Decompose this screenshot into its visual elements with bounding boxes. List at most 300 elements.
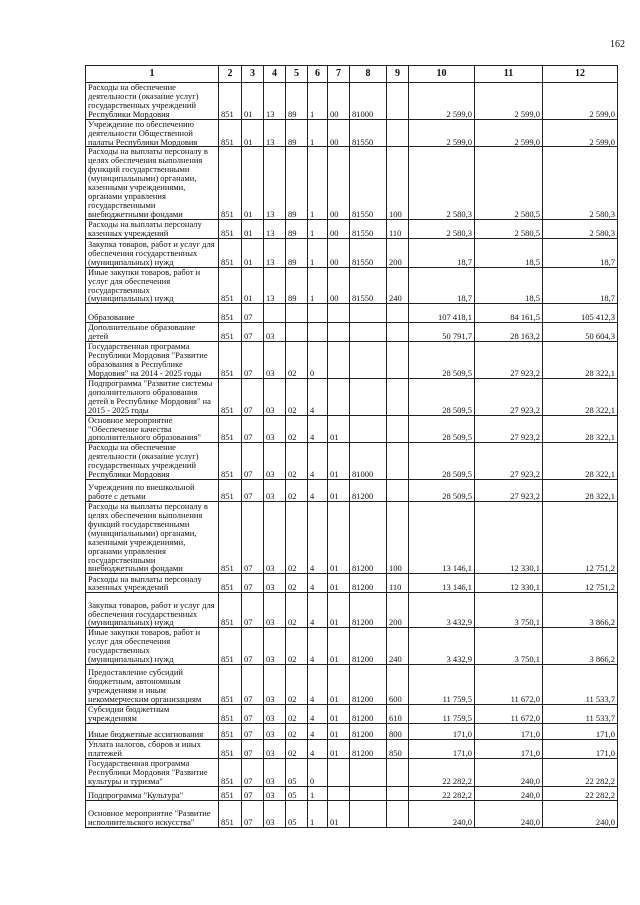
code-activity: 00: [328, 119, 350, 147]
amount-col-11: 18,5: [475, 238, 543, 267]
code-direction: 81000: [350, 443, 387, 480]
amount-col-12: 171,0: [543, 739, 618, 758]
code-admin: 851: [219, 739, 242, 758]
code-direction: [350, 758, 387, 786]
amount-col-10: 2 580,3: [409, 147, 475, 219]
amount-col-11: 27 923,2: [475, 415, 543, 443]
code-expense-type: [387, 786, 409, 800]
row-name: Основное мероприятие "Обеспечение качества дополнительного образования": [86, 415, 219, 443]
header-cell: 8: [350, 66, 387, 83]
row-name: Предоставление субсидий бюджетным, автономным учреждениям и иным некоммерческим организациям: [86, 665, 219, 705]
code-expense-type: [387, 800, 409, 827]
amount-col-12: 18,7: [543, 267, 618, 304]
code-program: 02: [286, 723, 308, 739]
code-subprogram: 4: [308, 415, 328, 443]
amount-col-12: 12 751,2: [543, 502, 618, 574]
code-program: 02: [286, 739, 308, 758]
code-subsection: 03: [264, 723, 286, 739]
amount-col-12: 50 604,3: [543, 323, 618, 342]
table-row: [86, 267, 618, 304]
code-activity: 01: [328, 628, 350, 665]
code-section: 07: [242, 800, 264, 827]
code-section: 07: [242, 502, 264, 574]
table-row: [86, 342, 618, 379]
amount-col-11: 2 599,0: [475, 119, 543, 147]
code-subsection: 03: [264, 705, 286, 724]
code-subprogram: 0: [308, 342, 328, 379]
code-activity: 01: [328, 800, 350, 827]
code-expense-type: [387, 304, 409, 323]
code-subprogram: 4: [308, 628, 328, 665]
amount-col-11: 2 580,5: [475, 219, 543, 238]
header-cell: 2: [219, 66, 242, 83]
amount-col-11: 27 923,2: [475, 480, 543, 502]
code-direction: 81550: [350, 238, 387, 267]
code-section: 07: [242, 323, 264, 342]
amount-col-10: 13 146,1: [409, 502, 475, 574]
row-name: Учреждение по обеспечению деятельности Общественной палаты Республики Мордовия: [86, 119, 219, 147]
row-name: Расходы на выплаты персоналу в целях обеспечения выполнения функций государственными (муниципальными) органами, казенными учреждениями, органами управления государственными внебюджетными фондами: [86, 502, 219, 574]
amount-col-10: 240,0: [409, 800, 475, 827]
header-cell: 1: [86, 66, 219, 83]
row-name: Закупка товаров, работ и услуг для обеспечения государственных (муниципальных) нужд: [86, 238, 219, 267]
code-expense-type: [387, 323, 409, 342]
code-program: 02: [286, 502, 308, 574]
amount-col-12: 11 533,7: [543, 665, 618, 705]
code-activity: 01: [328, 443, 350, 480]
code-program: 05: [286, 786, 308, 800]
code-subsection: 03: [264, 443, 286, 480]
row-name: Субсидии бюджетным учреждениям: [86, 705, 219, 724]
code-subprogram: 1: [308, 83, 328, 120]
code-direction: [350, 786, 387, 800]
amount-col-12: 3 866,2: [543, 593, 618, 628]
amount-col-10: 3 432,9: [409, 593, 475, 628]
code-subprogram: [308, 304, 328, 323]
code-subprogram: 4: [308, 739, 328, 758]
code-expense-type: 200: [387, 238, 409, 267]
code-admin: 851: [219, 786, 242, 800]
header-cell: 12: [543, 66, 618, 83]
amount-col-10: 11 759,5: [409, 705, 475, 724]
amount-col-11: 240,0: [475, 800, 543, 827]
amount-col-12: 2 580,3: [543, 219, 618, 238]
code-expense-type: 800: [387, 723, 409, 739]
amount-col-12: 240,0: [543, 800, 618, 827]
code-admin: 851: [219, 628, 242, 665]
amount-col-11: 28 163,2: [475, 323, 543, 342]
code-section: 01: [242, 267, 264, 304]
code-admin: 851: [219, 665, 242, 705]
code-expense-type: 110: [387, 219, 409, 238]
code-subsection: 03: [264, 574, 286, 593]
row-name: Иные закупки товаров, работ и услуг для обеспечения государственных (муниципальных) нужд: [86, 267, 219, 304]
code-subsection: 03: [264, 628, 286, 665]
code-subsection: 03: [264, 665, 286, 705]
row-name: Расходы на выплаты персоналу казенных учреждений: [86, 219, 219, 238]
code-subsection: 03: [264, 502, 286, 574]
header-cell: 9: [387, 66, 409, 83]
code-subprogram: 4: [308, 574, 328, 593]
code-program: 89: [286, 83, 308, 120]
code-subprogram: 1: [308, 219, 328, 238]
code-activity: 00: [328, 267, 350, 304]
code-direction: 81200: [350, 574, 387, 593]
amount-col-12: 2 599,0: [543, 83, 618, 120]
code-program: 05: [286, 800, 308, 827]
code-admin: 851: [219, 415, 242, 443]
code-program: 89: [286, 267, 308, 304]
code-admin: 851: [219, 238, 242, 267]
amount-col-11: 240,0: [475, 786, 543, 800]
code-program: 02: [286, 665, 308, 705]
code-activity: 00: [328, 83, 350, 120]
code-expense-type: [387, 480, 409, 502]
code-expense-type: 850: [387, 739, 409, 758]
code-subsection: [264, 304, 286, 323]
code-activity: [328, 786, 350, 800]
code-section: 07: [242, 723, 264, 739]
code-section: 01: [242, 147, 264, 219]
amount-col-11: 3 750,1: [475, 628, 543, 665]
code-direction: 81200: [350, 502, 387, 574]
code-subprogram: 4: [308, 502, 328, 574]
amount-col-10: 50 791,7: [409, 323, 475, 342]
code-section: 07: [242, 378, 264, 415]
row-name: Иные бюджетные ассигнования: [86, 723, 219, 739]
amount-col-12: 28 322,1: [543, 415, 618, 443]
budget-table: [85, 65, 618, 828]
amount-col-12: 3 866,2: [543, 628, 618, 665]
row-name: Образование: [86, 304, 219, 323]
code-expense-type: 100: [387, 502, 409, 574]
code-admin: 851: [219, 502, 242, 574]
code-program: 02: [286, 443, 308, 480]
code-activity: 01: [328, 739, 350, 758]
code-admin: 851: [219, 705, 242, 724]
amount-col-11: 18,5: [475, 267, 543, 304]
code-direction: 81550: [350, 267, 387, 304]
code-direction: 81200: [350, 665, 387, 705]
code-subprogram: 4: [308, 443, 328, 480]
code-subprogram: 4: [308, 378, 328, 415]
code-subsection: 03: [264, 739, 286, 758]
amount-col-12: 22 282,2: [543, 786, 618, 800]
code-expense-type: 240: [387, 267, 409, 304]
code-expense-type: [387, 415, 409, 443]
code-admin: 851: [219, 304, 242, 323]
code-direction: 81550: [350, 219, 387, 238]
code-direction: 81550: [350, 147, 387, 219]
table-row: [86, 304, 618, 323]
header-cell: 5: [286, 66, 308, 83]
amount-col-10: 18,7: [409, 238, 475, 267]
amount-col-10: 2 599,0: [409, 119, 475, 147]
amount-col-11: 12 330,1: [475, 574, 543, 593]
code-direction: [350, 415, 387, 443]
code-subsection: 03: [264, 480, 286, 502]
amount-col-11: 3 750,1: [475, 593, 543, 628]
amount-col-10: 28 509,5: [409, 342, 475, 379]
code-program: 02: [286, 628, 308, 665]
amount-col-12: 2 599,0: [543, 119, 618, 147]
table-row: [86, 502, 618, 574]
code-program: 05: [286, 758, 308, 786]
row-name: Учреждения по внешкольной работе с детьми: [86, 480, 219, 502]
code-admin: 851: [219, 574, 242, 593]
amount-col-10: 28 509,5: [409, 443, 475, 480]
header-cell: 4: [264, 66, 286, 83]
code-expense-type: 600: [387, 665, 409, 705]
amount-col-10: 28 509,5: [409, 415, 475, 443]
code-section: 07: [242, 665, 264, 705]
amount-col-10: 28 509,5: [409, 480, 475, 502]
amount-col-12: 2 580,3: [543, 147, 618, 219]
code-section: 01: [242, 219, 264, 238]
code-section: 01: [242, 83, 264, 120]
code-subsection: 03: [264, 593, 286, 628]
code-section: 07: [242, 443, 264, 480]
row-name: Основное мероприятие "Развитие исполнительского искусства": [86, 800, 219, 827]
code-section: 07: [242, 574, 264, 593]
code-subsection: 03: [264, 342, 286, 379]
code-admin: 851: [219, 800, 242, 827]
amount-col-12: 105 412,3: [543, 304, 618, 323]
row-name: Расходы на выплаты персоналу казенных учреждений: [86, 574, 219, 593]
amount-col-10: 22 282,2: [409, 786, 475, 800]
row-name: Закупка товаров, работ и услуг для обеспечения государственных (муниципальных) нужд: [86, 593, 219, 628]
header-cell: 11: [475, 66, 543, 83]
amount-col-11: 27 923,2: [475, 342, 543, 379]
code-activity: 01: [328, 502, 350, 574]
code-subprogram: 1: [308, 119, 328, 147]
amount-col-12: 28 322,1: [543, 480, 618, 502]
code-activity: [328, 342, 350, 379]
code-direction: 81550: [350, 119, 387, 147]
code-program: 02: [286, 415, 308, 443]
code-subprogram: 1: [308, 238, 328, 267]
page-number: 162: [610, 39, 625, 50]
code-program: 02: [286, 480, 308, 502]
code-activity: 01: [328, 705, 350, 724]
table-row: [86, 219, 618, 238]
code-direction: 81200: [350, 593, 387, 628]
code-activity: 00: [328, 147, 350, 219]
table-row: [86, 705, 618, 724]
code-expense-type: [387, 758, 409, 786]
amount-col-10: 171,0: [409, 739, 475, 758]
row-name: Расходы на обеспечение деятельности (оказание услуг) государственных учреждений Республики Мордовия: [86, 83, 219, 120]
code-activity: [328, 758, 350, 786]
table-row: [86, 83, 618, 120]
header-cell: 7: [328, 66, 350, 83]
code-admin: 851: [219, 480, 242, 502]
row-name: Уплата налогов, сборов и иных платежей: [86, 739, 219, 758]
amount-col-10: 2 599,0: [409, 83, 475, 120]
code-admin: 851: [219, 119, 242, 147]
code-subprogram: 4: [308, 665, 328, 705]
code-admin: 851: [219, 267, 242, 304]
code-program: [286, 304, 308, 323]
table-row: [86, 593, 618, 628]
code-expense-type: 200: [387, 593, 409, 628]
code-subsection: 13: [264, 267, 286, 304]
code-program: 02: [286, 593, 308, 628]
amount-col-11: 171,0: [475, 739, 543, 758]
amount-col-11: 240,0: [475, 758, 543, 786]
amount-col-12: 18,7: [543, 238, 618, 267]
code-direction: 81200: [350, 480, 387, 502]
table-row: [86, 739, 618, 758]
code-section: 07: [242, 304, 264, 323]
amount-col-11: 27 923,2: [475, 378, 543, 415]
code-program: 89: [286, 119, 308, 147]
header-cell: 6: [308, 66, 328, 83]
amount-col-11: 171,0: [475, 723, 543, 739]
amount-col-10: 11 759,5: [409, 665, 475, 705]
code-section: 07: [242, 628, 264, 665]
code-direction: 81200: [350, 739, 387, 758]
table-row: [86, 574, 618, 593]
code-subsection: 03: [264, 415, 286, 443]
amount-col-11: 11 672,0: [475, 705, 543, 724]
header-cell: 3: [242, 66, 264, 83]
code-subprogram: 1: [308, 267, 328, 304]
code-activity: 01: [328, 574, 350, 593]
code-program: 02: [286, 574, 308, 593]
table-row: [86, 147, 618, 219]
amount-col-12: 12 751,2: [543, 574, 618, 593]
table-row: [86, 758, 618, 786]
code-subsection: 03: [264, 800, 286, 827]
code-section: 07: [242, 342, 264, 379]
code-subprogram: 1: [308, 786, 328, 800]
code-admin: 851: [219, 83, 242, 120]
amount-col-10: 3 432,9: [409, 628, 475, 665]
code-admin: 851: [219, 593, 242, 628]
amount-col-10: 171,0: [409, 723, 475, 739]
code-admin: 851: [219, 323, 242, 342]
table-row: [86, 723, 618, 739]
row-name: Подпрограмма "Развитие системы дополнительного образования детей в Республике Мордовия" на 2015 - 2025 годы: [86, 378, 219, 415]
code-admin: 851: [219, 342, 242, 379]
amount-col-10: 107 418,1: [409, 304, 475, 323]
code-subprogram: [308, 323, 328, 342]
amount-col-12: 28 322,1: [543, 378, 618, 415]
code-admin: 851: [219, 219, 242, 238]
code-expense-type: 610: [387, 705, 409, 724]
amount-col-10: 2 580,3: [409, 219, 475, 238]
code-direction: [350, 323, 387, 342]
code-subprogram: 1: [308, 147, 328, 219]
code-program: 02: [286, 705, 308, 724]
code-program: 89: [286, 147, 308, 219]
amount-col-12: 11 533,7: [543, 705, 618, 724]
code-subprogram: 4: [308, 705, 328, 724]
amount-col-12: 22 282,2: [543, 758, 618, 786]
table-row: [86, 800, 618, 827]
code-expense-type: 100: [387, 147, 409, 219]
code-program: 89: [286, 219, 308, 238]
table-body: [86, 83, 618, 828]
code-expense-type: [387, 378, 409, 415]
code-program: 02: [286, 378, 308, 415]
code-section: 01: [242, 238, 264, 267]
code-subsection: 03: [264, 758, 286, 786]
amount-col-11: 2 599,0: [475, 83, 543, 120]
code-subprogram: 0: [308, 758, 328, 786]
code-admin: 851: [219, 378, 242, 415]
code-program: [286, 323, 308, 342]
code-direction: [350, 378, 387, 415]
amount-col-12: 28 322,1: [543, 342, 618, 379]
code-admin: 851: [219, 723, 242, 739]
code-direction: 81000: [350, 83, 387, 120]
code-subsection: 03: [264, 378, 286, 415]
code-direction: 81200: [350, 705, 387, 724]
code-section: 07: [242, 786, 264, 800]
code-section: 01: [242, 119, 264, 147]
code-admin: 851: [219, 147, 242, 219]
code-subsection: 03: [264, 323, 286, 342]
row-name: Государственная программа Республики Мордовия "Развитие образования в Республике Мордовия" на 2014 - 2025 годы: [86, 342, 219, 379]
code-subprogram: 1: [308, 800, 328, 827]
code-section: 07: [242, 415, 264, 443]
table-row: [86, 628, 618, 665]
table-row: [86, 665, 618, 705]
code-section: 07: [242, 739, 264, 758]
table-row: [86, 119, 618, 147]
code-activity: 01: [328, 593, 350, 628]
amount-col-11: 2 580,5: [475, 147, 543, 219]
code-subprogram: 4: [308, 593, 328, 628]
row-name: Государственная программа Республики Мордовия "Развитие культуры и туризма": [86, 758, 219, 786]
code-direction: 81200: [350, 723, 387, 739]
row-name: Иные закупки товаров, работ и услуг для обеспечения государственных (муниципальных) нужд: [86, 628, 219, 665]
code-expense-type: [387, 342, 409, 379]
code-program: 89: [286, 238, 308, 267]
table-row: [86, 415, 618, 443]
amount-col-10: 18,7: [409, 267, 475, 304]
amount-col-12: 28 322,1: [543, 443, 618, 480]
table-row: [86, 238, 618, 267]
amount-col-10: 28 509,5: [409, 378, 475, 415]
code-activity: 01: [328, 480, 350, 502]
row-name: Дополнительное образование детей: [86, 323, 219, 342]
table-row: [86, 786, 618, 800]
code-activity: [328, 304, 350, 323]
table-row: [86, 480, 618, 502]
code-direction: [350, 304, 387, 323]
code-section: 07: [242, 705, 264, 724]
row-name: Подпрограмма "Культура": [86, 786, 219, 800]
code-expense-type: 110: [387, 574, 409, 593]
header-row: [86, 66, 618, 83]
code-expense-type: 240: [387, 628, 409, 665]
code-activity: 01: [328, 415, 350, 443]
code-subsection: 13: [264, 83, 286, 120]
code-subsection: 03: [264, 786, 286, 800]
code-activity: 01: [328, 665, 350, 705]
amount-col-10: 13 146,1: [409, 574, 475, 593]
code-direction: 81200: [350, 628, 387, 665]
code-subprogram: 4: [308, 723, 328, 739]
code-subsection: 13: [264, 238, 286, 267]
code-program: 02: [286, 342, 308, 379]
amount-col-11: 11 672,0: [475, 665, 543, 705]
code-section: 07: [242, 758, 264, 786]
row-name: Расходы на выплаты персоналу в целях обеспечения выполнения функций государственными (муниципальными) органами, казенными учреждениями, органами управления государственными внебюджетными фондами: [86, 147, 219, 219]
